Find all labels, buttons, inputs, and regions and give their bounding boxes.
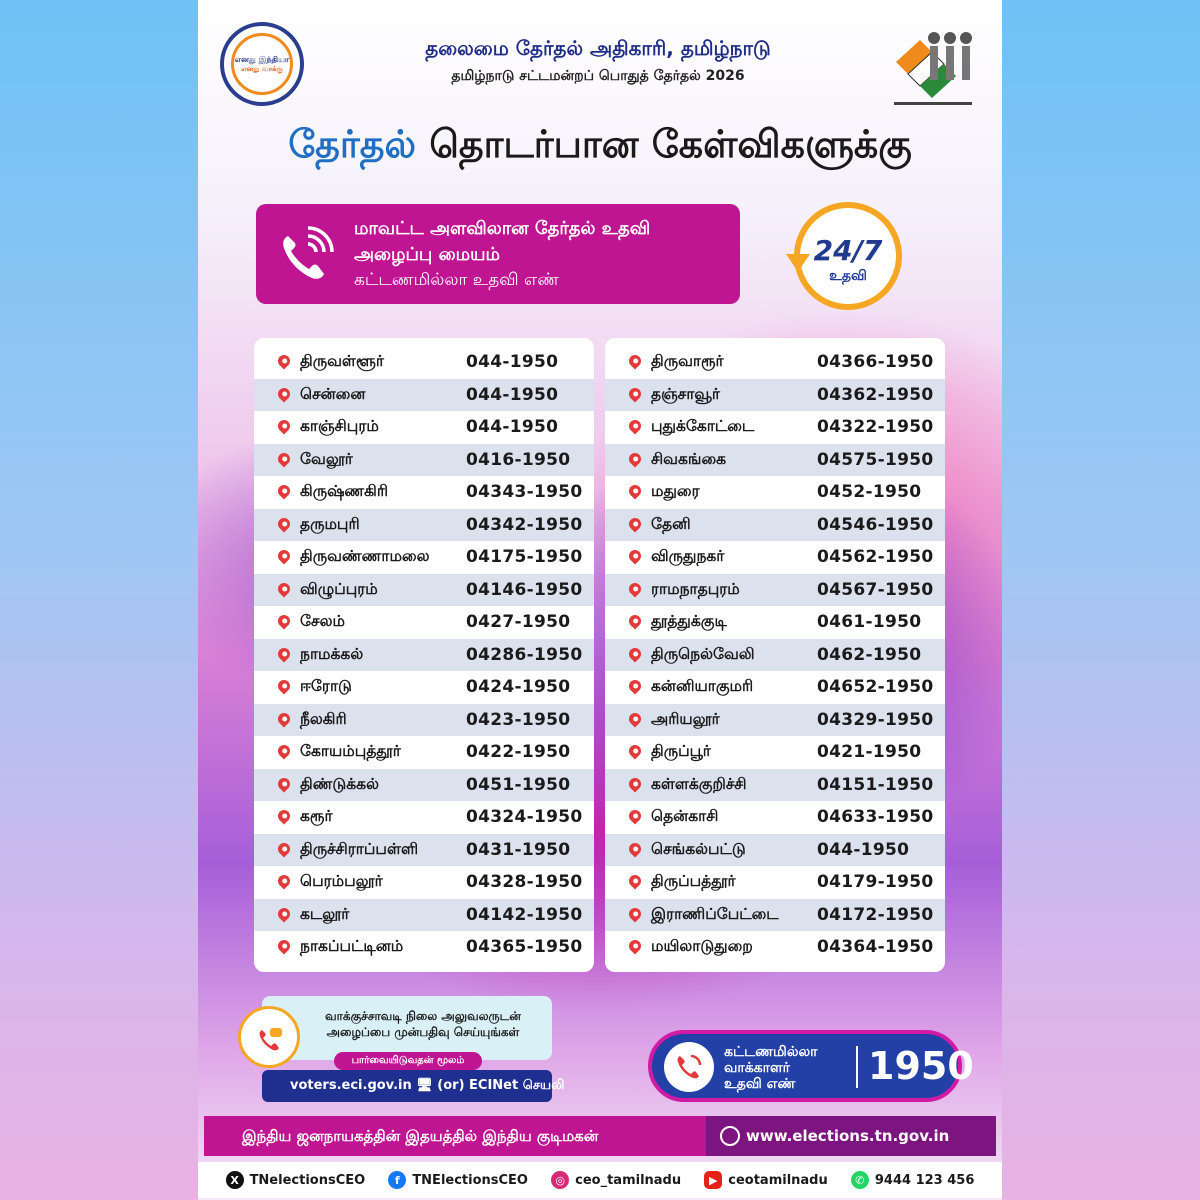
table-row [254, 834, 594, 867]
chat-phone-icon [238, 1006, 300, 1068]
table-row [605, 671, 945, 704]
district-name: விழுப்புரம் [300, 579, 378, 598]
location-pin-icon [627, 418, 644, 435]
district-phone[interactable]: 044-1950 [466, 384, 559, 405]
table-row [605, 379, 945, 412]
table-row [605, 769, 945, 802]
table-row [254, 671, 594, 704]
district-name: விருதுநகர் [651, 547, 725, 566]
district-phone[interactable]: 04652-1950 [817, 677, 934, 698]
district-name: தென்காசி [651, 807, 719, 826]
location-pin-icon [627, 613, 644, 630]
district-name: கரூர் [300, 807, 333, 826]
district-phone[interactable]: 04362-1950 [817, 384, 934, 405]
whatsapp-icon: ✆ [851, 1171, 869, 1189]
district-phone[interactable]: 04328-1950 [466, 872, 583, 893]
main-title [198, 122, 1002, 172]
location-pin-icon [627, 450, 644, 467]
district-name: திருப்பூர் [651, 742, 711, 761]
district-phone[interactable]: 0416-1950 [466, 449, 571, 470]
district-phone[interactable]: 04146-1950 [466, 579, 583, 600]
location-pin-icon [627, 938, 644, 955]
banner-line2: அழைப்பு மையம் [354, 244, 501, 265]
table-row [605, 509, 945, 542]
location-pin-icon [627, 905, 644, 922]
social-handle: ceo_tamilnadu [575, 1172, 682, 1188]
district-name: கன்னியாகுமரி [651, 677, 754, 696]
district-name: கள்ளக்குறிச்சி [651, 774, 747, 793]
district-name: தேனி [651, 514, 691, 533]
table-row [605, 736, 945, 769]
district-phone[interactable]: 04364-1950 [817, 937, 934, 958]
social-link[interactable] [226, 1171, 366, 1189]
helpline-line2: வாக்காளர் [724, 1060, 790, 1077]
district-phone[interactable]: 04546-1950 [817, 514, 934, 535]
district-name: திண்டுக்கல் [300, 774, 379, 793]
district-name: திருவண்ணாமலை [300, 547, 430, 566]
booking-message [262, 996, 552, 1060]
instagram-icon: ◎ [551, 1171, 569, 1189]
banner-line3: கட்டணமில்லா உதவி எண் [354, 270, 559, 290]
table-row [254, 736, 594, 769]
main-title-highlight: தேர்தல் [288, 122, 417, 166]
social-handle: TNelectionsCEO [249, 1172, 366, 1188]
location-pin-icon [627, 775, 644, 792]
location-pin-icon [276, 483, 293, 500]
district-phone[interactable]: 0423-1950 [466, 709, 571, 730]
district-name: தருமபுரி [300, 514, 360, 533]
location-pin-icon [627, 548, 644, 565]
website-text: www.elections.tn.gov.in [746, 1127, 950, 1145]
district-phone[interactable]: 0452-1950 [817, 482, 922, 503]
district-name: சென்னை [300, 384, 366, 403]
district-phone[interactable]: 0422-1950 [466, 742, 571, 763]
table-row [605, 931, 945, 964]
table-row [254, 476, 594, 509]
table-row [254, 639, 594, 672]
district-phone[interactable]: 04365-1950 [466, 937, 583, 958]
table-row [605, 541, 945, 574]
location-pin-icon [627, 678, 644, 695]
table-row [605, 411, 945, 444]
district-name: திருச்சிராப்பள்ளி [300, 839, 419, 858]
location-pin-icon [276, 808, 293, 825]
location-pin-icon [276, 710, 293, 727]
table-row [254, 801, 594, 834]
location-pin-icon [627, 743, 644, 760]
location-pin-icon [276, 580, 293, 597]
district-phone[interactable]: 04142-1950 [466, 904, 583, 925]
badge-label: உதவி [829, 268, 867, 284]
table-row [254, 931, 594, 964]
table-row [254, 379, 594, 412]
district-name: திருவள்ளூர் [300, 352, 384, 371]
district-phone[interactable]: 044-1950 [466, 417, 559, 438]
table-row [254, 574, 594, 607]
location-pin-icon [627, 483, 644, 500]
district-name: கடலூர் [300, 904, 350, 923]
district-name: திருவாரூர் [651, 352, 724, 371]
district-phone[interactable]: 04172-1950 [817, 904, 934, 925]
via-pill: பார்வையிடுவதன் மூலம் [334, 1052, 482, 1070]
facebook-icon: f [388, 1171, 406, 1189]
location-pin-icon [627, 580, 644, 597]
location-pin-icon [627, 808, 644, 825]
table-row [605, 866, 945, 899]
district-phone[interactable]: 044-1950 [466, 352, 559, 373]
social-link[interactable] [551, 1171, 681, 1189]
district-name: தூத்துக்குடி [651, 612, 727, 631]
helpline-line3: உதவி எண் [724, 1076, 796, 1093]
district-phone[interactable]: 04179-1950 [817, 872, 934, 893]
district-name: சிவகங்கை [651, 449, 727, 468]
blo-booking-box [238, 996, 565, 1104]
district-name: செங்கல்பட்டு [651, 839, 746, 858]
district-name: கிருஷ்ணகிரி [300, 482, 388, 501]
location-pin-icon [276, 645, 293, 662]
social-handle: 9444 123 456 [874, 1172, 975, 1188]
table-row [254, 346, 594, 379]
district-table-right [605, 338, 945, 972]
phone-icon [664, 1042, 714, 1092]
table-row [605, 899, 945, 932]
location-pin-icon [276, 515, 293, 532]
district-name: வேலூர் [300, 449, 353, 468]
district-name: அரியலூர் [651, 709, 720, 728]
location-pin-icon [627, 710, 644, 727]
table-row [254, 444, 594, 477]
district-name: பெரம்பலூர் [300, 872, 383, 891]
district-phone[interactable]: 04324-1950 [466, 807, 583, 828]
district-phone[interactable]: 04366-1950 [817, 352, 934, 373]
table-row [605, 704, 945, 737]
district-name: நாகப்பட்டினம் [300, 937, 404, 956]
social-handle: ceotamilnadu [728, 1172, 828, 1188]
table-row [605, 574, 945, 607]
district-table-left [254, 338, 594, 972]
table-row [605, 476, 945, 509]
booking-message-line2: அழைப்பை முன்பதிவு செய்யுங்கள் [326, 1025, 520, 1040]
header-title: தலைமை தேர்தல் அதிகாரி, தமிழ்நாடு [425, 36, 771, 60]
location-pin-icon [276, 873, 293, 890]
eci-logo [886, 24, 976, 108]
district-name: திருநெல்வேலி [651, 644, 755, 663]
table-row [254, 704, 594, 737]
location-pin-icon [627, 645, 644, 662]
district-phone[interactable]: 044-1950 [817, 839, 910, 860]
table-row [254, 411, 594, 444]
helpline-line1: கட்டணமில்லா [724, 1044, 818, 1060]
location-pin-icon [276, 938, 293, 955]
voters-portal-links[interactable]: voters.eci.gov.in 🖥 (or) ECINet செயலி [262, 1070, 552, 1102]
badge-number: 24/7 [813, 234, 883, 267]
district-phone[interactable]: 04329-1950 [817, 709, 934, 730]
main-title-rest: தொடர்பான கேள்விகளுக்கு [429, 122, 912, 166]
district-name: தஞ்சாவூர் [651, 384, 721, 403]
location-pin-icon [627, 873, 644, 890]
location-pin-icon [276, 450, 293, 467]
voter-helpline-1950[interactable] [648, 1030, 974, 1102]
x-icon: X [226, 1171, 244, 1189]
tagline: இந்திய ஜனநாயகத்தின் இதயத்தில் இந்திய குடிமகன் [204, 1116, 706, 1156]
location-pin-icon [627, 385, 644, 402]
social-link[interactable] [388, 1171, 528, 1189]
website-link[interactable] [706, 1116, 996, 1156]
logo-line2: எனது வாக்கு [241, 64, 283, 73]
table-row [605, 346, 945, 379]
divider [856, 1046, 858, 1088]
district-helpline-banner [256, 204, 740, 304]
location-pin-icon [276, 743, 293, 760]
poster-card [198, 0, 1002, 1200]
district-phone[interactable]: 0424-1950 [466, 677, 571, 698]
my-india-my-vote-logo [220, 22, 304, 106]
district-phone[interactable]: 04633-1950 [817, 807, 934, 828]
district-name: திருப்பத்தூர் [651, 872, 736, 891]
location-pin-icon [276, 613, 293, 630]
table-row [605, 606, 945, 639]
location-pin-icon [627, 840, 644, 857]
booking-message-line1: வாக்குச்சாவடி நிலை அலுவலருடன் [325, 1009, 521, 1023]
24x7-badge [786, 196, 908, 314]
district-phone[interactable]: 04567-1950 [817, 579, 934, 600]
district-name: நீலகிரி [300, 709, 347, 728]
social-handle: TNElectionsCEO [412, 1172, 528, 1188]
social-link[interactable] [704, 1171, 828, 1189]
table-row [254, 866, 594, 899]
location-pin-icon [276, 385, 293, 402]
district-phone[interactable]: 04322-1950 [817, 417, 934, 438]
district-phone[interactable]: 04151-1950 [817, 774, 934, 795]
district-name: மதுரை [651, 482, 700, 501]
location-pin-icon [627, 353, 644, 370]
district-phone[interactable]: 04286-1950 [466, 644, 583, 665]
table-row [254, 509, 594, 542]
social-links [198, 1162, 1002, 1198]
district-name: புதுக்கோட்டை [651, 417, 755, 436]
location-pin-icon [276, 418, 293, 435]
location-pin-icon [276, 840, 293, 857]
district-phone[interactable]: 0431-1950 [466, 839, 571, 860]
helpline-number: 1950 [868, 1044, 974, 1088]
district-name: இராணிப்பேட்டை [651, 904, 779, 923]
table-row [605, 834, 945, 867]
table-row [254, 606, 594, 639]
table-row [605, 639, 945, 672]
youtube-icon: ▶ [704, 1171, 722, 1189]
location-pin-icon [276, 905, 293, 922]
district-phone[interactable]: 04175-1950 [466, 547, 583, 568]
table-row [254, 769, 594, 802]
location-pin-icon [627, 515, 644, 532]
district-name: கோயம்புத்தூர் [300, 742, 401, 761]
location-pin-icon [276, 548, 293, 565]
district-name: ஈரோடு [300, 677, 352, 696]
globe-icon [720, 1126, 740, 1146]
district-phone[interactable]: 0462-1950 [817, 644, 922, 665]
district-name: காஞ்சிபுரம் [300, 417, 379, 436]
district-phone[interactable]: 0427-1950 [466, 612, 571, 633]
district-phone[interactable]: 0451-1950 [466, 774, 571, 795]
social-link[interactable] [851, 1171, 975, 1189]
district-phone[interactable]: 04342-1950 [466, 514, 583, 535]
district-phone[interactable]: 04575-1950 [817, 449, 934, 470]
district-name: நாமக்கல் [300, 644, 364, 663]
logo-line1: எனது இந்தியா [234, 55, 290, 64]
phone-ringing-icon [274, 226, 334, 286]
location-pin-icon [276, 353, 293, 370]
table-row [605, 801, 945, 834]
district-phone[interactable]: 04562-1950 [817, 547, 934, 568]
table-row [254, 899, 594, 932]
table-row [605, 444, 945, 477]
district-phone[interactable]: 0461-1950 [817, 612, 922, 633]
header-subtitle: தமிழ்நாடு சட்டமன்றப் பொதுத் தேர்தல் 2026 [451, 68, 745, 84]
district-phone[interactable]: 0421-1950 [817, 742, 922, 763]
banner-line1: மாவட்ட அளவிலான தேர்தல் உதவி [354, 218, 651, 239]
district-phone[interactable]: 04343-1950 [466, 482, 583, 503]
location-pin-icon [276, 678, 293, 695]
district-name: ராமநாதபுரம் [651, 579, 740, 598]
table-row [254, 541, 594, 574]
bottom-bar [204, 1116, 996, 1156]
district-name: சேலம் [300, 612, 345, 631]
location-pin-icon [276, 775, 293, 792]
district-name: மயிலாடுதுறை [651, 937, 753, 956]
